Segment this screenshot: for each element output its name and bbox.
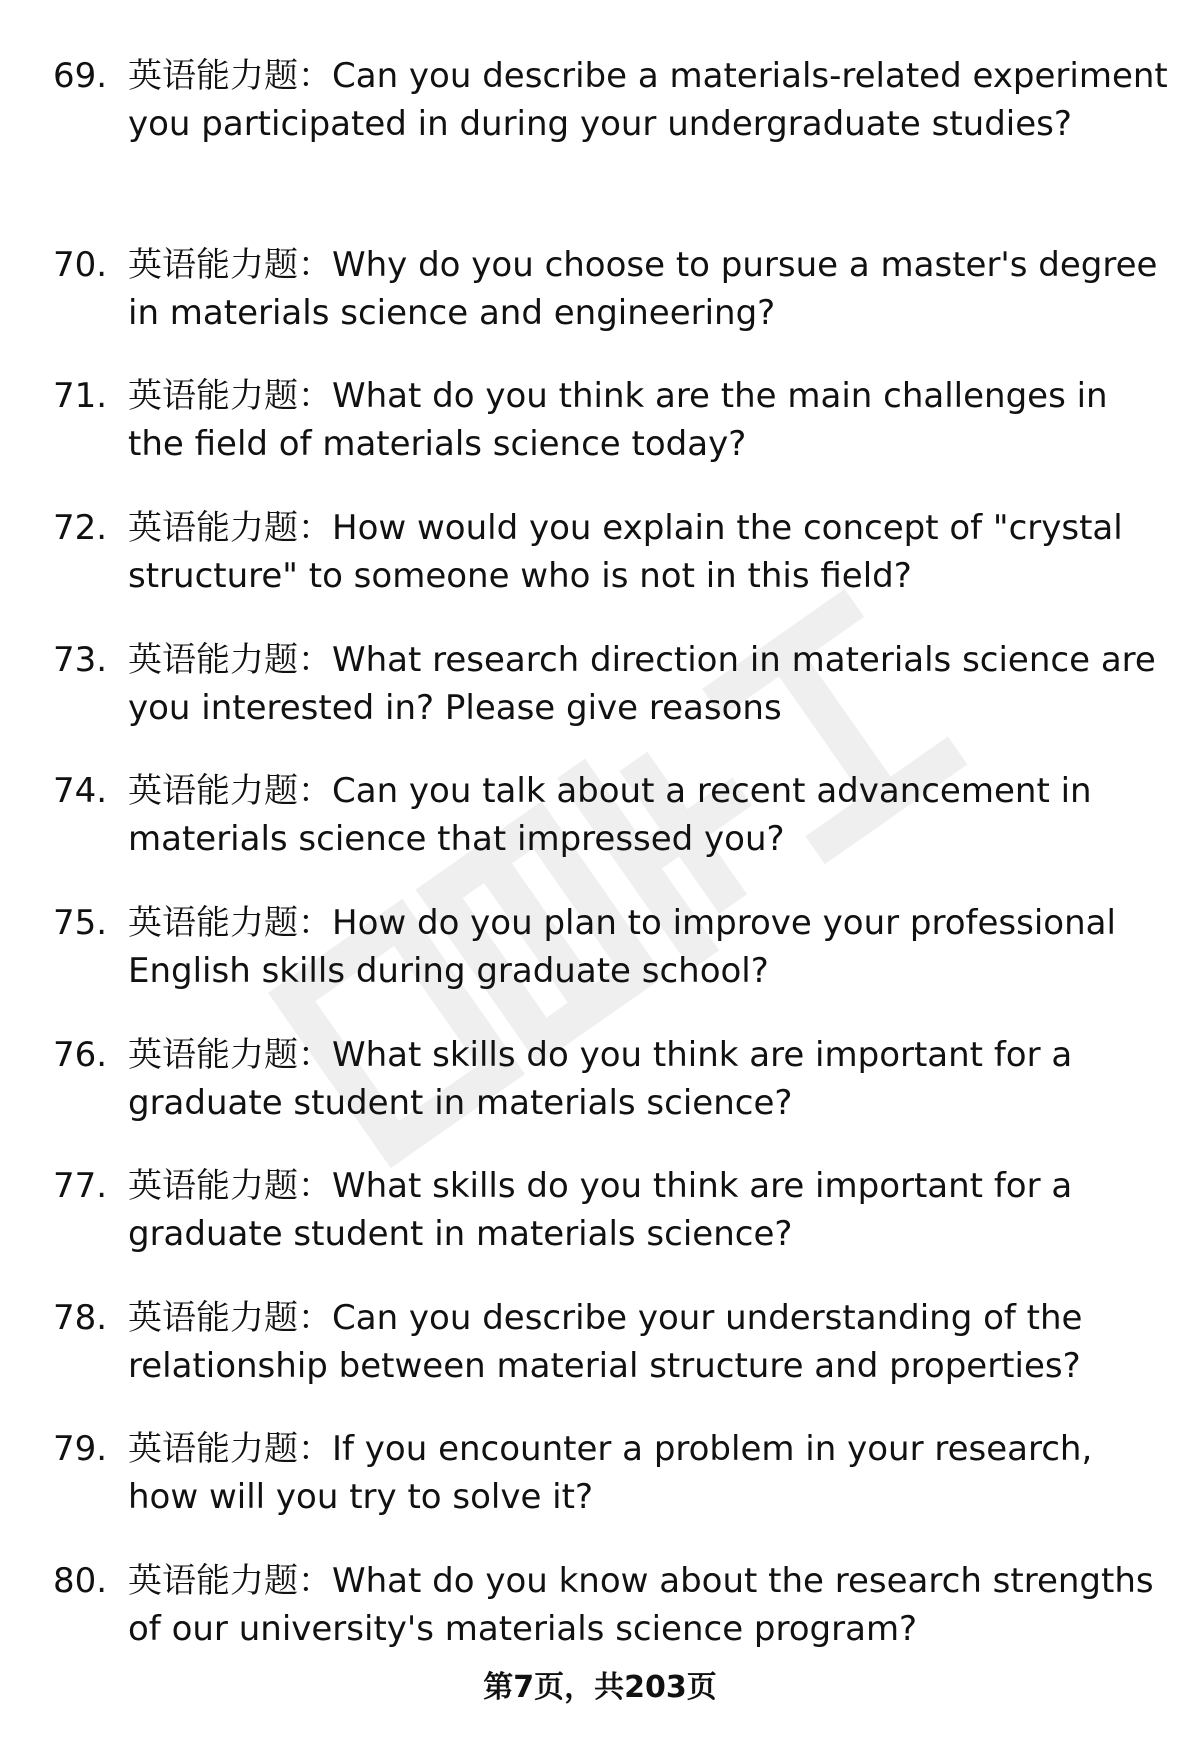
question-text: Can you describe your understanding of the relationship between material structure and properties? xyxy=(128,1298,1083,1386)
question-category: 英语能力题： xyxy=(128,1561,332,1601)
question-text: What skills do you think are important for a graduate student in materials science? xyxy=(128,1035,1073,1123)
question-category: 英语能力题： xyxy=(128,56,332,96)
question-category: 英语能力题： xyxy=(128,1035,332,1075)
question-text: What research direction in materials science are you interested in? Please give reasons xyxy=(128,640,1156,728)
question-number: 69. xyxy=(53,56,108,96)
question-number: 74. xyxy=(53,771,108,811)
question-body xyxy=(128,767,1168,863)
question-text: Can you describe a materials-related experiment you participated in during your undergraduate studies? xyxy=(128,56,1168,144)
question-category: 英语能力题： xyxy=(128,1166,332,1206)
question-body xyxy=(128,636,1168,732)
question-category: 英语能力题： xyxy=(128,771,332,811)
question-number: 77. xyxy=(53,1166,108,1206)
question-number: 80. xyxy=(53,1561,108,1601)
question-number: 71. xyxy=(53,376,108,416)
question-text: Why do you choose to pursue a master's degree in materials science and engineering? xyxy=(128,245,1158,333)
question-body xyxy=(128,241,1168,337)
question-number: 70. xyxy=(53,245,108,285)
question-body xyxy=(128,1557,1168,1653)
question-body xyxy=(128,52,1168,148)
question-body xyxy=(128,1162,1168,1258)
question-body xyxy=(128,899,1168,995)
question-number: 73. xyxy=(53,640,108,680)
question-category: 英语能力题： xyxy=(128,1429,332,1469)
question-text: If you encounter a problem in your research, how will you try to solve it? xyxy=(128,1429,1093,1517)
question-text: How do you plan to improve your professional English skills during graduate school? xyxy=(128,903,1116,991)
question-category: 英语能力题： xyxy=(128,640,332,680)
question-number: 79. xyxy=(53,1429,108,1469)
question-text: What do you know about the research strengths of our university's materials science program? xyxy=(128,1561,1154,1649)
page-number-footer: 第7页，共203页 xyxy=(483,1670,717,1705)
question-body xyxy=(128,504,1168,600)
question-category: 英语能力题： xyxy=(128,376,332,416)
question-category: 英语能力题： xyxy=(128,245,332,285)
question-category: 英语能力题： xyxy=(128,1298,332,1338)
question-text: How would you explain the concept of "crystal structure" to someone who is not in this field? xyxy=(128,508,1123,596)
question-number: 76. xyxy=(53,1035,108,1075)
question-number: 75. xyxy=(53,903,108,943)
question-text: What skills do you think are important for a graduate student in materials science? xyxy=(128,1166,1073,1254)
question-body xyxy=(128,1031,1168,1127)
question-text: Can you talk about a recent advancement in materials science that impressed you? xyxy=(128,771,1092,859)
question-body xyxy=(128,1425,1168,1521)
question-body xyxy=(128,1294,1168,1390)
question-text: What do you think are the main challenges in the field of materials science today? xyxy=(128,376,1108,464)
question-number: 78. xyxy=(53,1298,108,1338)
question-category: 英语能力题： xyxy=(128,508,332,548)
question-body xyxy=(128,372,1168,468)
question-category: 英语能力题： xyxy=(128,903,332,943)
question-number: 72. xyxy=(53,508,108,548)
